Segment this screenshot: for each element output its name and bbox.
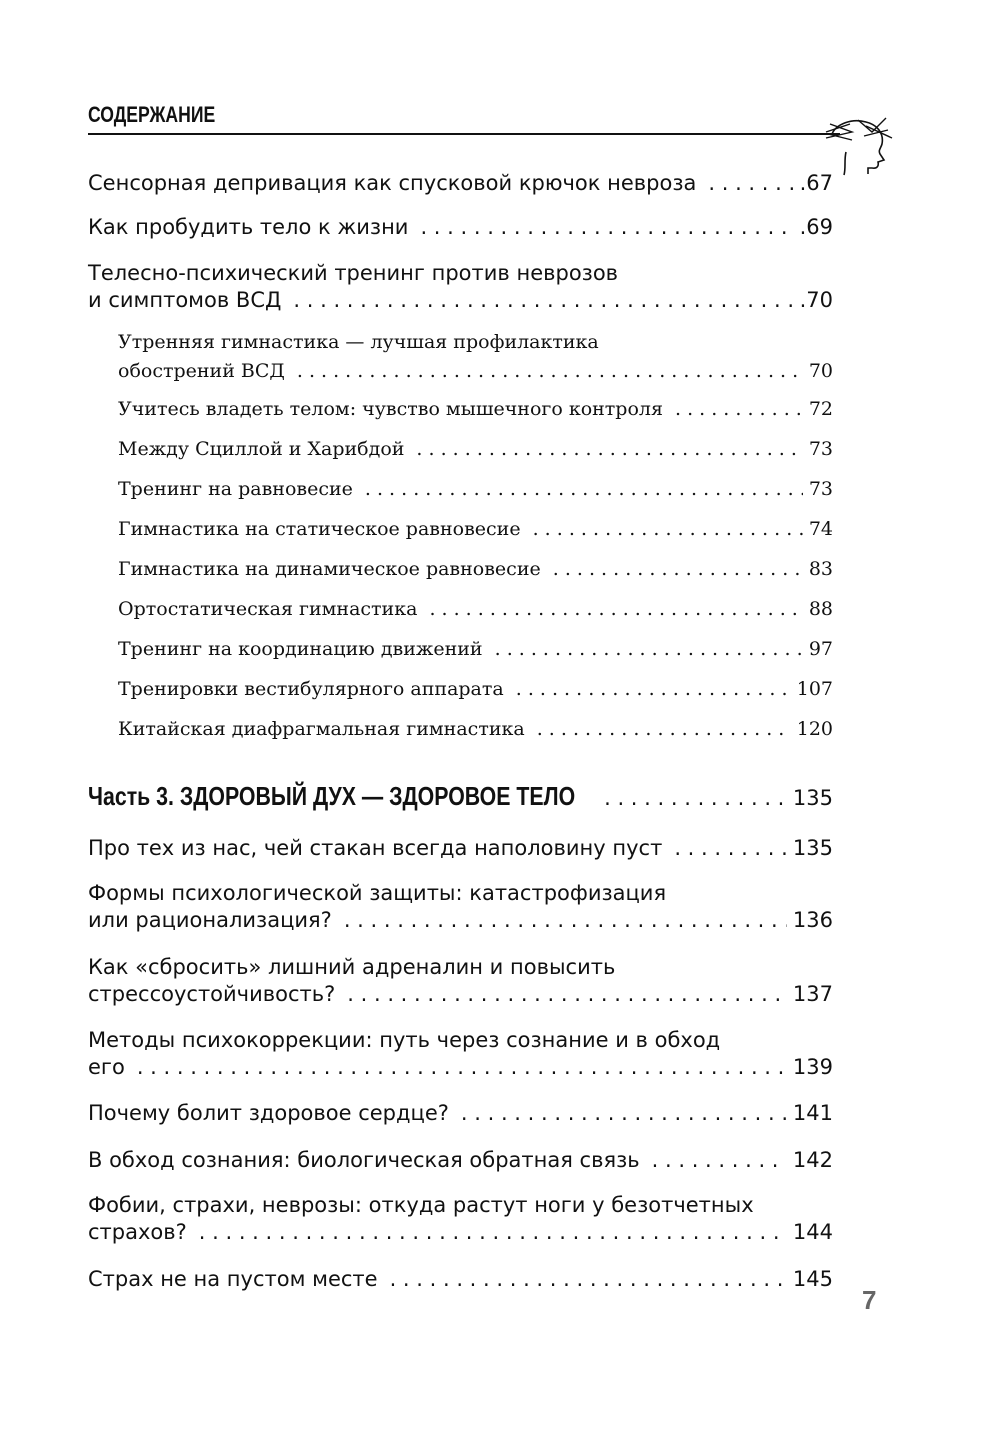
toc-entry-title-line1: Формы психологической защиты: катастрофизация: [88, 881, 667, 905]
toc-entry: [118, 398, 833, 420]
leader-dots: [708, 171, 793, 195]
toc-entry-title: стрессоустойчивость?: [88, 982, 336, 1006]
toc-entry-page: 88: [808, 598, 833, 620]
toc-entry-title: Гимнастика на динамическое равновесие: [118, 558, 541, 580]
toc-entry-title: Тренинг на равновесие: [118, 478, 353, 500]
toc-entry-title: Тренинг на координацию движений: [118, 638, 483, 660]
toc-entry-page: 137: [792, 982, 833, 1006]
toc-entry-title: и симптомов ВСД: [88, 288, 282, 312]
toc-entry-page: 73: [808, 478, 833, 500]
toc-entry: [88, 881, 833, 932]
leader-dots: [537, 718, 791, 740]
toc-entry: [118, 518, 833, 540]
leader-dots: [199, 1220, 787, 1244]
running-header-title: СОДЕРЖАНИЕ: [88, 102, 216, 127]
toc-entry: [118, 638, 833, 660]
toc-entry: [118, 598, 833, 620]
toc-entry-page: 72: [808, 398, 833, 420]
toc-part-title: Часть 3. ЗДОРОВЫЙ ДУХ — ЗДОРОВОЕ ТЕЛО: [88, 781, 576, 811]
leader-dots: [347, 982, 787, 1006]
leader-dots: [390, 1267, 787, 1291]
leader-dots: [674, 836, 787, 860]
leader-dots: [533, 518, 803, 540]
toc-entry-title-line1: Телесно-психический тренинг против неврозов: [88, 261, 619, 285]
toc-entry-page: .70: [799, 288, 833, 312]
leader-dots: [420, 215, 793, 239]
toc-entry-title: Китайская диафрагмальная гимнастика: [118, 718, 525, 740]
toc-entry: [88, 261, 833, 312]
leader-dots: [675, 398, 803, 420]
toc-entry-title: Почему болит здоровое сердце?: [88, 1101, 449, 1125]
header-rule: [88, 133, 840, 135]
toc-entry-title-line1: Фобии, страхи, неврозы: откуда растут ноги у безотчетных: [88, 1193, 754, 1217]
leader-dots: [137, 1055, 787, 1079]
toc-entry: [88, 171, 833, 195]
toc-entry-title: страхов?: [88, 1220, 187, 1244]
toc-entry-title: Ортостатическая гимнастика: [118, 598, 418, 620]
toc-entry-page: 144: [792, 1220, 833, 1244]
toc-entry-page: .67: [799, 171, 833, 195]
toc-entry-title-line1: Утренняя гимнастика — лучшая профилактика: [118, 331, 599, 353]
toc-entry: [88, 836, 833, 860]
toc-entry-page: 141: [792, 1101, 833, 1125]
leader-dots: [429, 598, 802, 620]
toc-entry: [88, 1101, 833, 1125]
toc-entry-page: 135: [792, 786, 833, 810]
toc-entry-title: Тренировки вестибулярного аппарата: [118, 678, 504, 700]
leader-dots: [516, 678, 791, 700]
toc-entry-page: 74: [808, 518, 833, 540]
toc-entry-page: 135: [792, 836, 833, 860]
toc-entry: [88, 1028, 833, 1079]
toc-entry-title: Между Сциллой и Харибдой: [118, 438, 405, 460]
toc-entry-title: Сенсорная депривация как спусковой крючок невроза: [88, 171, 697, 195]
leader-dots: [553, 558, 803, 580]
toc-entry-title: его: [88, 1055, 125, 1079]
toc-entry-title: Гимнастика на статическое равновесие: [118, 518, 521, 540]
toc-entry: [118, 678, 833, 700]
toc-entry-title: Учитесь владеть телом: чувство мышечного контроля: [118, 398, 663, 420]
toc-entry-title: Как пробудить тело к жизни: [88, 215, 409, 239]
leader-dots: [293, 288, 793, 312]
toc-entry-page: 145: [792, 1267, 833, 1291]
toc-entry: [118, 718, 833, 740]
toc-entry: [118, 478, 833, 500]
toc-entry-title: Про тех из нас, чей стакан всегда наполовину пуст: [88, 836, 663, 860]
head-profile-icon: [822, 112, 894, 176]
toc-entry-title-line1: Методы психокоррекции: путь через сознание и в обход: [88, 1028, 721, 1052]
toc-entry: [88, 215, 833, 239]
leader-dots: [344, 908, 787, 932]
toc-entry-page: .69: [799, 215, 833, 239]
toc-entry-page: 142: [792, 1148, 833, 1172]
toc-entry-page: 107: [796, 678, 833, 700]
toc-entry: [88, 1193, 833, 1244]
toc-entry-page: 73: [808, 438, 833, 460]
leader-dots: [416, 438, 802, 460]
toc-entry-page: 70: [808, 360, 833, 382]
toc-entry-page: 120: [796, 718, 833, 740]
leader-dots: [365, 478, 803, 500]
toc-entry-title: В обход сознания: биологическая обратная связь: [88, 1148, 640, 1172]
toc-entry-title-line1: Как «сбросить» лишний адреналин и повысить: [88, 955, 616, 979]
toc-entry-title: Страх не на пустом месте: [88, 1267, 378, 1291]
toc-entry: [118, 558, 833, 580]
toc-entry: [118, 331, 833, 382]
toc-entry-title: или рационализация?: [88, 908, 332, 932]
leader-dots: [495, 638, 803, 660]
toc-entry-page: 139: [792, 1055, 833, 1079]
toc-part-heading: [88, 781, 833, 812]
leader-dots: [652, 1148, 787, 1172]
toc-entry-page: 97: [808, 638, 833, 660]
toc-entry: [88, 955, 833, 1006]
toc-entry: [88, 1148, 833, 1172]
leader-dots: [604, 786, 787, 810]
toc-entry: [88, 1267, 833, 1291]
page-number: 7: [862, 1285, 877, 1315]
toc-entry-page: 83: [808, 558, 833, 580]
toc-entry: [118, 438, 833, 460]
leader-dots: [297, 360, 803, 382]
toc-entry-page: 136: [792, 908, 833, 932]
toc-entry-title: обострений ВСД: [118, 360, 285, 382]
leader-dots: [461, 1101, 787, 1125]
